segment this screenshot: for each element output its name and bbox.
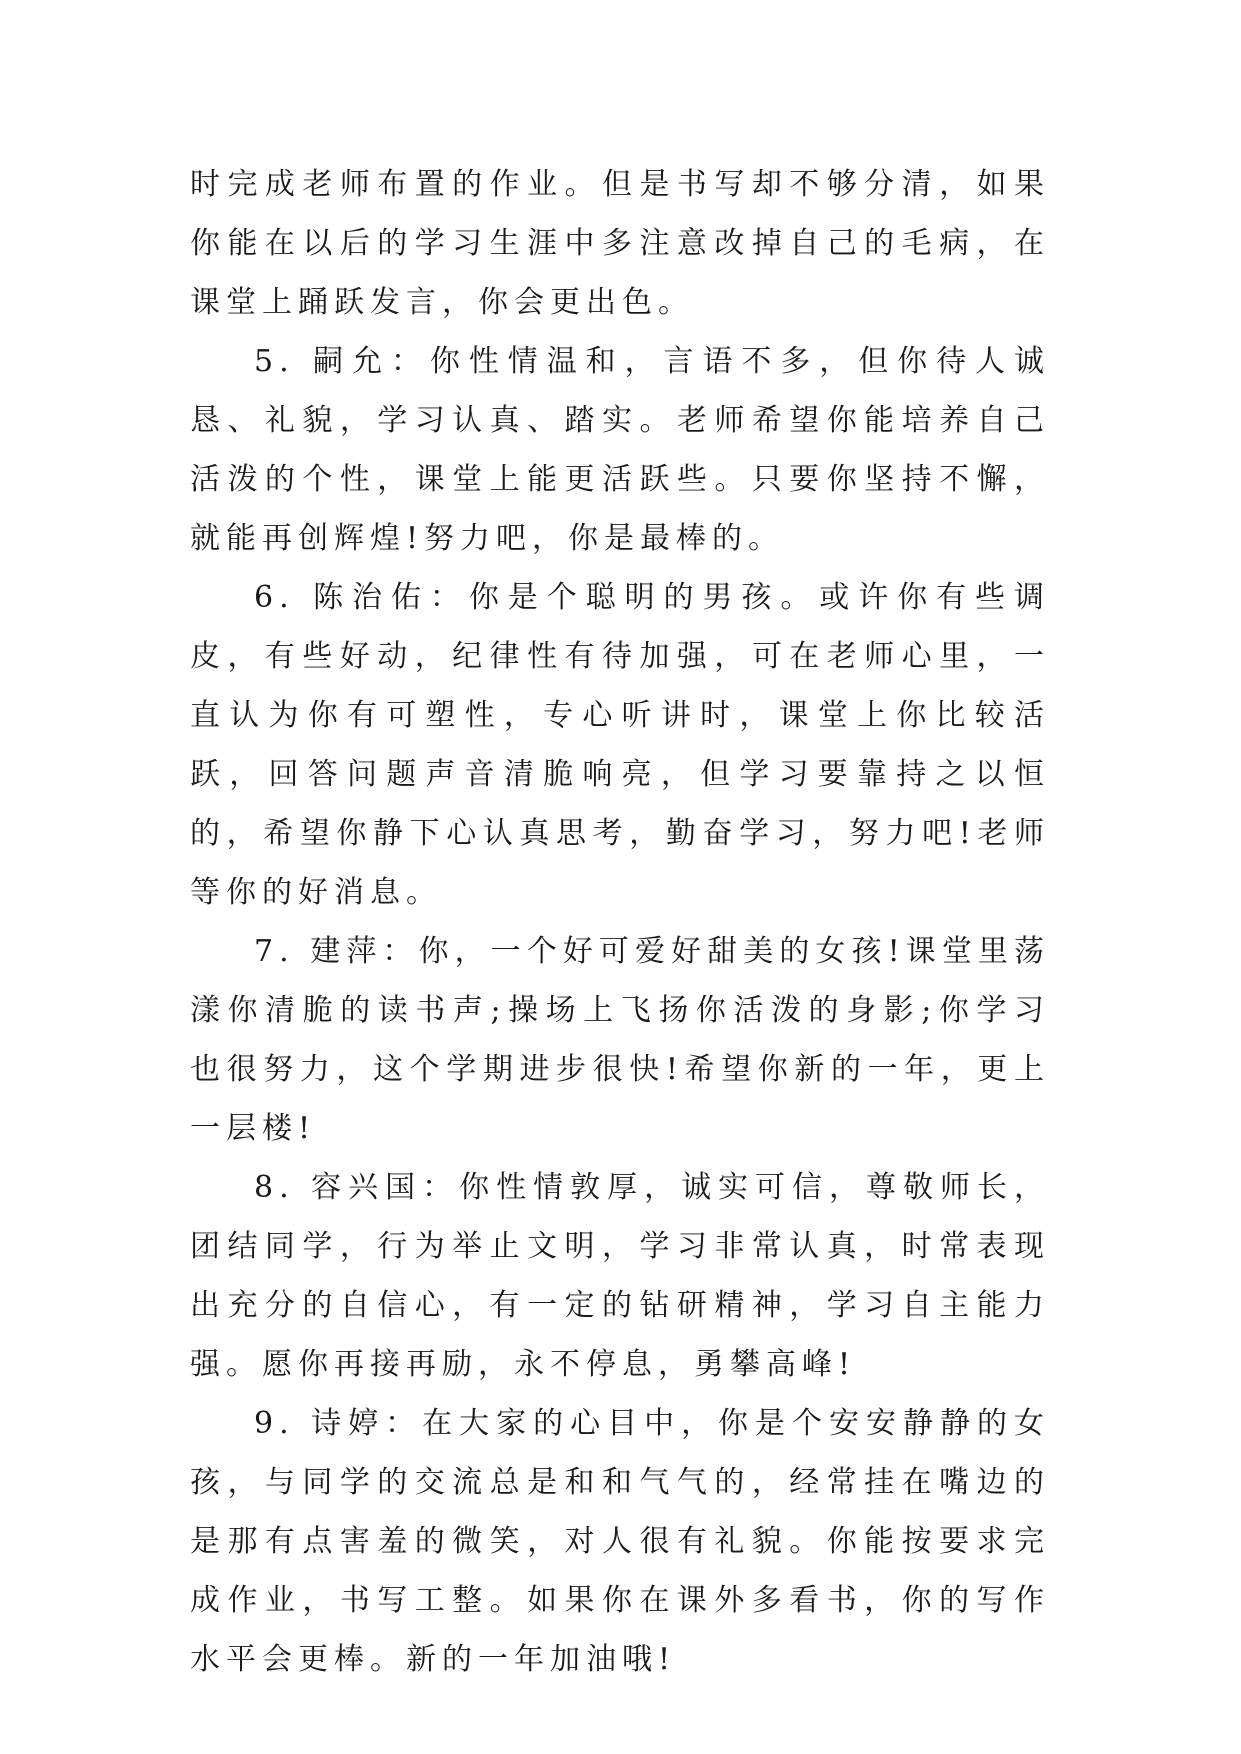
paragraph-comment-7: 7. 建萍：你，一个好可爱好甜美的女孩!课堂里荡漾你清脆的读书声;操场上飞扬你活泼的身影;你学习也很努力，这个学期进步很快!希望你新的一年，更上一层楼! — [190, 934, 1050, 1146]
paragraph-comment-8: 8. 容兴国：你性情敦厚，诚实可信，尊敬师长，团结同学，行为举止文明，学习非常认真，时常表现出充分的自信心，有一定的钻研精神，学习自主能力强。愿你再接再励，永不停息，勇攀高峰! — [190, 1170, 1050, 1382]
paragraph-comment-5: 5. 嗣允：你性情温和，言语不多，但你待人诚恳、礼貌，学习认真、踏实。老师希望你能培养自己活泼的个性，课堂上能更活跃些。只要你坚持不懈，就能再创辉煌!努力吧，你是最棒的。 — [190, 344, 1050, 556]
paragraph-comment-9: 9. 诗婷：在大家的心目中，你是个安安静静的女孩，与同学的交流总是和和气气的，经常挂在嘴边的是那有点害羞的微笑，对人很有礼貌。你能按要求完成作业，书写工整。如果你在课外多看书，你的写作水平会更棒。新的一年加油哦! — [190, 1406, 1050, 1677]
paragraph-comment-6: 6. 陈治佑：你是个聪明的男孩。或许你有些调皮，有些好动，纪律性有待加强，可在老师心里，一直认为你有可塑性，专心听讲时，课堂上你比较活跃，回答问题声音清脆响亮，但学习要靠持之以恒的，希望你静下心认真思考，勤奋学习，努力吧!老师等你的好消息。 — [190, 580, 1050, 910]
paragraph-continued: 时完成老师布置的作业。但是书写却不够分清，如果你能在以后的学习生涯中多注意改掉自己的毛病，在课堂上踊跃发言，你会更出色。 — [190, 167, 1050, 320]
document-body — [190, 155, 1050, 1689]
